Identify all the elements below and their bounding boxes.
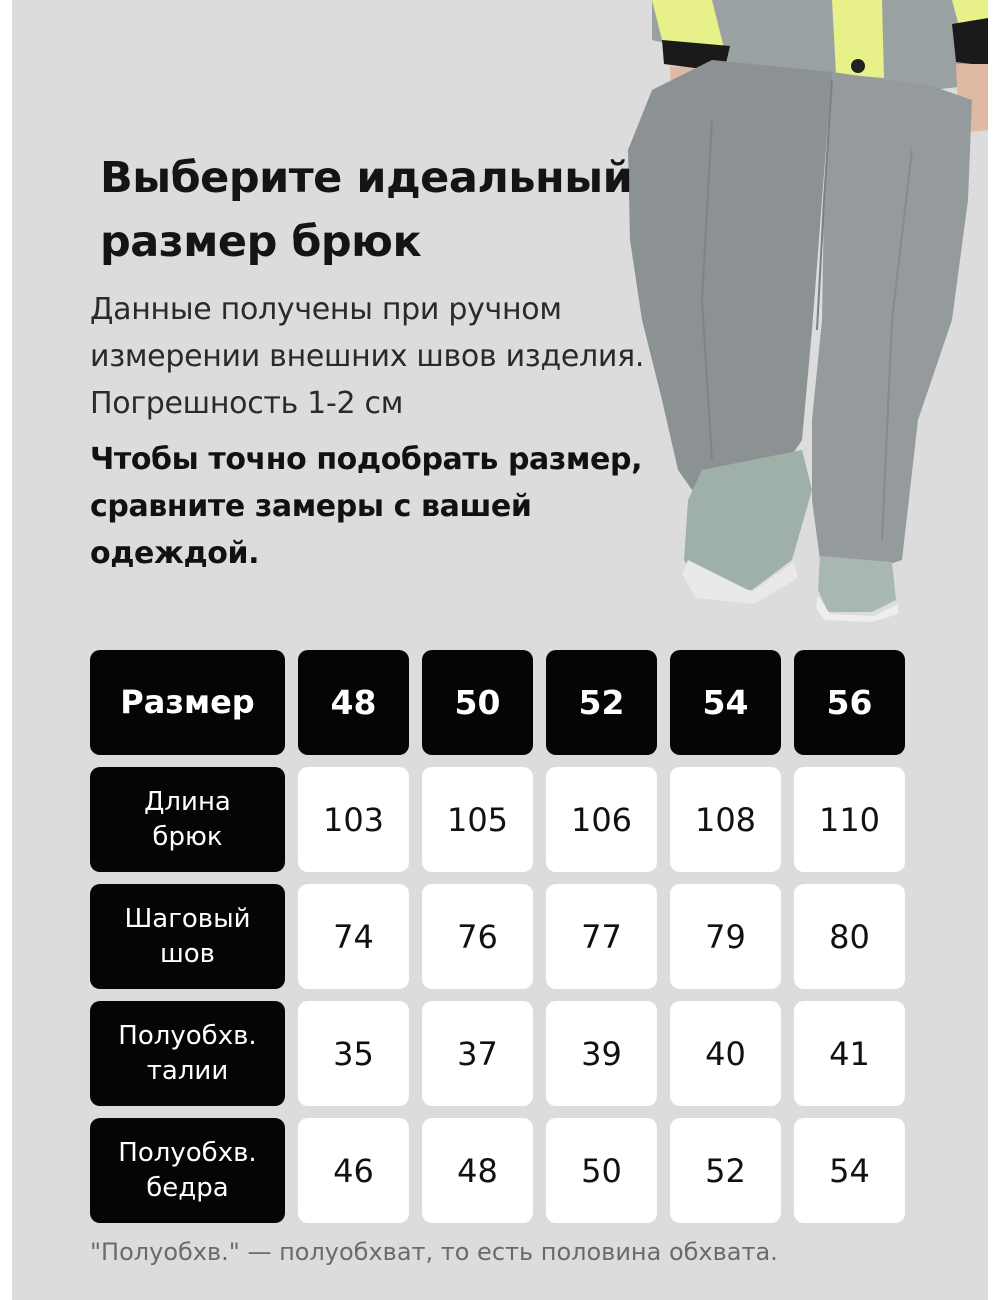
- size-table: [90, 650, 908, 1235]
- right-cuff: [952, 18, 988, 66]
- table-header-row: [90, 650, 908, 755]
- size-header-label: Размер: [90, 650, 285, 755]
- table-row: [90, 767, 908, 872]
- fit-hint: Чтобы точно подобрать размер, сравните замеры с вашей одеждой.: [90, 442, 643, 571]
- measurement-note: Данные получены при ручном измерении внешних швов изделия. Погрешность 1-2 см: [90, 292, 645, 421]
- table-cell: 46: [298, 1118, 409, 1223]
- table-cell: 79: [670, 884, 781, 989]
- jacket-button: [851, 59, 865, 73]
- pants-left-leg: [628, 60, 832, 490]
- table-cell: 108: [670, 767, 781, 872]
- table-row: [90, 884, 908, 989]
- row-label-half-waist: Полуобхв. талии: [90, 1001, 285, 1106]
- table-cell: 41: [794, 1001, 905, 1106]
- table-cell: 77: [546, 884, 657, 989]
- table-row: [90, 1001, 908, 1106]
- table-cell: 50: [546, 1118, 657, 1223]
- table-cell: 48: [422, 1118, 533, 1223]
- right-shoe: [818, 556, 896, 612]
- size-header-cell: 52: [546, 650, 657, 755]
- size-header-cell: 48: [298, 650, 409, 755]
- table-cell: 110: [794, 767, 905, 872]
- size-header-cell: 50: [422, 650, 533, 755]
- table-cell: 54: [794, 1118, 905, 1223]
- page-title: Выберите идеальный размер брюк: [100, 153, 633, 267]
- table-row: [90, 1118, 908, 1223]
- table-cell: 76: [422, 884, 533, 989]
- size-header-cell: 56: [794, 650, 905, 755]
- row-label-inseam: Шаговый шов: [90, 884, 285, 989]
- row-label-pants-length: Длина брюк: [90, 767, 285, 872]
- size-chart-card: [12, 0, 988, 1300]
- table-cell: 39: [546, 1001, 657, 1106]
- table-cell: 103: [298, 767, 409, 872]
- table-cell: 40: [670, 1001, 781, 1106]
- row-label-half-hip: Полуобхв. бедра: [90, 1118, 285, 1223]
- table-cell: 105: [422, 767, 533, 872]
- table-cell: 106: [546, 767, 657, 872]
- table-cell: 37: [422, 1001, 533, 1106]
- footnote: "Полуобхв." — полуобхват, то есть половина обхвата.: [90, 1238, 778, 1266]
- table-cell: 74: [298, 884, 409, 989]
- size-header-cell: 54: [670, 650, 781, 755]
- table-cell: 80: [794, 884, 905, 989]
- table-cell: 52: [670, 1118, 781, 1223]
- table-cell: 35: [298, 1001, 409, 1106]
